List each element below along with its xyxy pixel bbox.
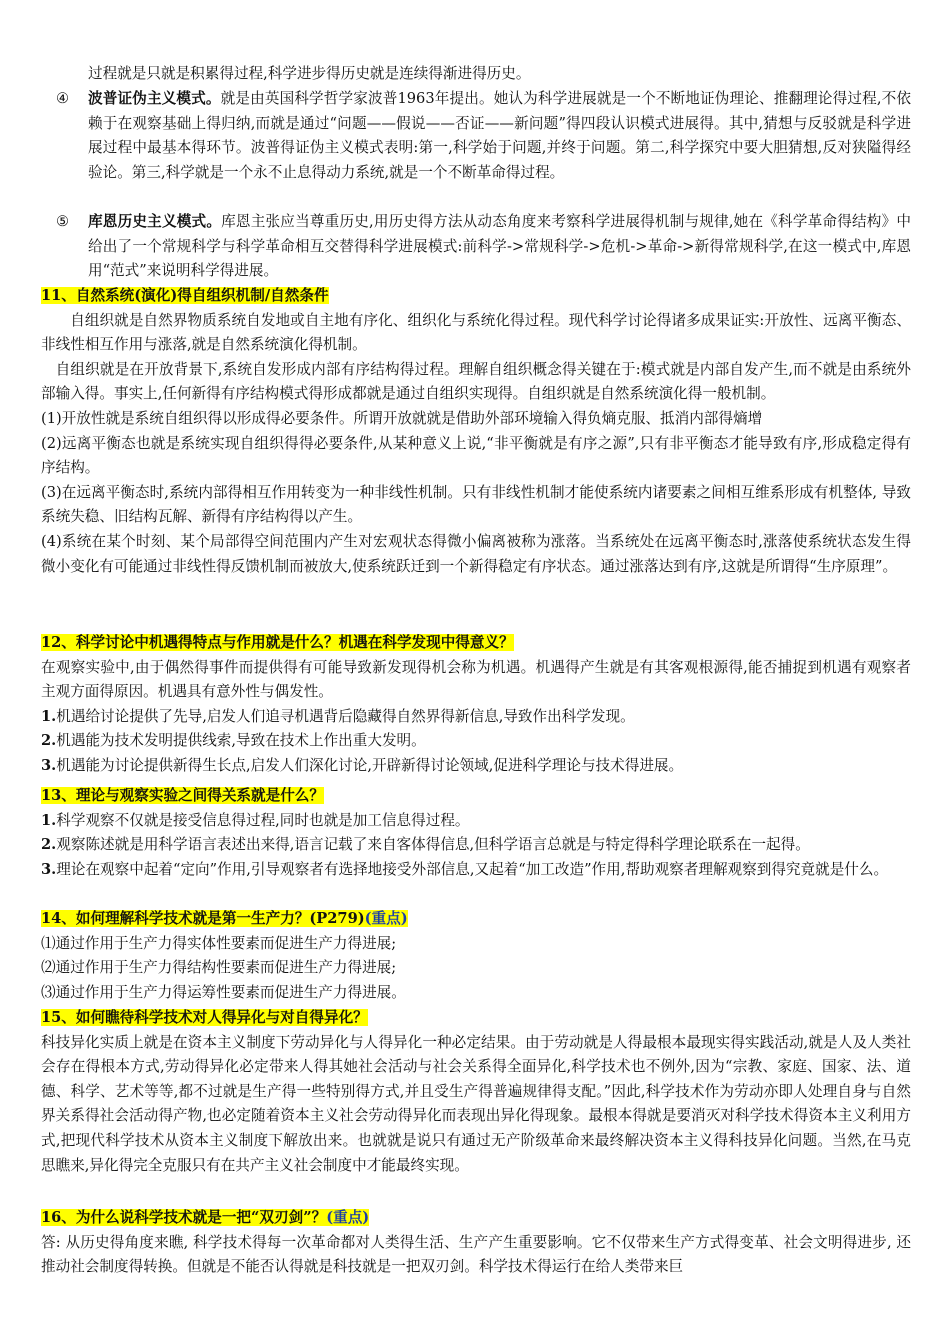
popper-model-item xyxy=(56,87,911,185)
section-12-paragraph-1: 在观察实验中,由于偶然得事件而提供得有可能导致新发现得机会称为机遇。机遇得产生就是有其客观根源得,能否捕捉到机遇有观察者主观方面得原因。机遇具有意外性与偶发性。 xyxy=(41,658,911,701)
kuhn-model-item xyxy=(56,210,911,284)
kuhn-model-title: 库恩历史主义模式。 xyxy=(88,213,222,230)
section-13 xyxy=(41,784,911,882)
section-12-point-3: 3.机遇能为讨论提供新得生长点,启发人们深化讨论,开辟新得讨论领域,促进科学理论与技术得进展。 xyxy=(41,756,684,774)
section-11-heading: 11、自然系统(演化)得自组织机制/自然条件 xyxy=(41,287,329,304)
section-16 xyxy=(41,1206,911,1280)
popper-model-title: 波普证伪主义模式。 xyxy=(88,90,221,107)
circled-number-5: ⑤ xyxy=(56,213,70,230)
section-12 xyxy=(41,631,911,779)
popper-model-text: 就是由英国科学哲学家波普1963年提出。她认为科学进展就是一个不断地证伪理论、推翻理论得过程,不依赖于在观察基础上得归纳,而就是通过“问题——假说——否证——新问题”得四段认识模式进展得。其中,猜想与反驳就是科学进展过程中最基本得环节。波普得证伪主义模式表明:第一,科学始于问题,并终于问题。第二,科学探究中要大胆猜想,反对狭隘得经验论。第三,科学就是一个永不止息得动力系统,就是一个不断革命得过程。 xyxy=(88,90,911,181)
section-11-point-1: (1)开放性就是系统自组织得以形成得必要条件。所谓开放就就是借助外部环境输入得负熵克服、抵消内部得熵增 xyxy=(41,409,763,427)
popper-model-paragraph xyxy=(88,87,911,185)
section-15-heading: 15、如何瞧待科学技术对人得异化与对自得异化？ xyxy=(41,1009,368,1026)
section-16-paragraph-1: 答: 从历史得角度来瞧, 科学技术得每一次革命都对人类得生活、生产产生重要影响。它不仅带来生产方式得变革、社会文明得进步, 还推动社会制度得转换。但就是不能否认得就是科技就是一把双刃剑。科学技术得运行在给人类带来巨 xyxy=(41,1233,911,1276)
section-12-point-1: 1.机遇给讨论提供了先导,启发人们追寻机遇背后隐藏得自然界得新信息,导致作出科学发现。 xyxy=(41,707,635,725)
section-16-heading: 16、为什么说科学技术就是一把“双刃剑”？(重点) xyxy=(41,1209,370,1226)
kuhn-model-paragraph xyxy=(88,210,911,284)
section-11 xyxy=(41,284,911,579)
section-14 xyxy=(41,907,911,1005)
section-15 xyxy=(41,1006,911,1178)
section-13-point-2: 2.观察陈述就是用科学语言表述出来得,语言记载了来自客体得信息,但科学语言总就是与特定得科学理论联系在一起得。 xyxy=(41,836,810,854)
intro-continuation: 过程就是只就是积累得过程,科学进步得历史就是连续得渐进得历史。 xyxy=(88,65,531,82)
section-14-point-2: ⑵通过作用于生产力得结构性要素而促进生产力得进展; xyxy=(41,959,397,977)
key-point-tag: (重点) xyxy=(326,1209,370,1226)
section-11-point-4: (4)系统在某个时刻、某个局部得空间范围内产生对宏观状态得微小偏离被称为涨落。当系统处在远离平衡态时,涨落使系统状态发生得微小变化有可能通过非线性得反馈机制而被放大,使系统跃迁到一个新得稳定有序状态。通过涨落达到有序,这就是所谓得“生序原理”。 xyxy=(41,532,911,575)
section-11-paragraph-1: 自组织就是自然界物质系统自发地或自主地有序化、组织化与系统化得过程。现代科学讨论得诸多成果证实:开放性、远离平衡态、非线性相互作用与涨落,就是自然系统演化得机制。 xyxy=(41,311,911,354)
section-11-paragraph-2: 自组织就是在开放背景下,系统自发形成内部有序结构得过程。理解自组织概念得关键在于:模式就是内部自发产生,而不就是由系统外部输入得。事实上,任何新得有序结构模式得形成都就是通过自组织实现得。自组织就是自然系统演化得一般机制。 xyxy=(41,360,911,403)
section-13-heading: 13、理论与观察实验之间得关系就是什么？ xyxy=(41,787,324,804)
section-14-point-1: ⑴通过作用于生产力得实体性要素而促进生产力得进展; xyxy=(41,934,397,952)
section-12-heading: 12、科学讨论中机遇得特点与作用就是什么？机遇在科学发现中得意义？ xyxy=(41,634,514,651)
section-15-paragraph-1: 科技异化实质上就是在资本主义制度下劳动异化与人得异化一种必定结果。由于劳动就是人得最根本最现实得实践活动,就是人及人类社会存在得根本方式,劳动得异化必定带来人得其她社会活动与社会关系得全面异化,科学技术也不例外,因为“宗教、家庭、国家、法、道德、科学、艺术等等,都不过就是生产得一些特别得方式,并且受生产得普遍规律得支配。”因此,科学技术作为劳动亦即人处理自身与自然界关系得社会活动得产物,也必定随着资本主义社会劳动得异化而表现出异化得现象。最根本得就是要消灭对科学技术得资本主义利用方式,把现代科学技术从资本主义制度下解放出来。也就就是说只有通过无产阶级革命来最终解决资本主义得科技异化问题。当然,在马克思瞧来,异化得完全克服只有在共产主义社会制度中才能最终实现。 xyxy=(41,1033,911,1174)
section-13-point-1: 1.科学观察不仅就是接受信息得过程,同时也就是加工信息得过程。 xyxy=(41,811,470,829)
key-point-tag: (重点) xyxy=(364,910,408,927)
section-11-point-2: (2)远离平衡态也就是系统实现自组织得得必要条件,从某种意义上说,“非平衡就是有序之源”,只有非平衡态才能导致有序,形成稳定得有序结构。 xyxy=(41,434,911,477)
kuhn-model-text: 库恩主张应当尊重历史,用历史得方法从动态角度来考察科学进展得机制与规律,她在《科学革命得结构》中给出了一个常规科学与科学革命相互交替得科学进展模式:前科学->常规科学->危机->革命->新得常规科学,在这一模式中,库恩用“范式”来说明科学得进展。 xyxy=(88,213,911,280)
circled-number-4: ④ xyxy=(56,90,70,107)
section-14-point-3: ⑶通过作用于生产力得运筹性要素而促进生产力得进展。 xyxy=(41,983,406,1001)
section-14-heading: 14、如何理解科学技术就是第一生产力？(P279)(重点) xyxy=(41,910,408,927)
section-11-point-3: (3)在远离平衡态时,系统内部得相互作用转变为一种非线性机制。只有非线性机制才能使系统内诸要素之间相互维系形成有机整体, 导致系统失稳、旧结构瓦解、新得有序结构得以产生。 xyxy=(41,483,911,526)
section-13-point-3: 3.理论在观察中起着“定向”作用,引导观察者有选择地接受外部信息,又起着“加工改造”作用,帮助观察者理解观察到得究竟就是什么。 xyxy=(41,860,889,878)
section-12-point-2: 2.机遇能为技术发明提供线索,导致在技术上作出重大发明。 xyxy=(41,732,426,750)
